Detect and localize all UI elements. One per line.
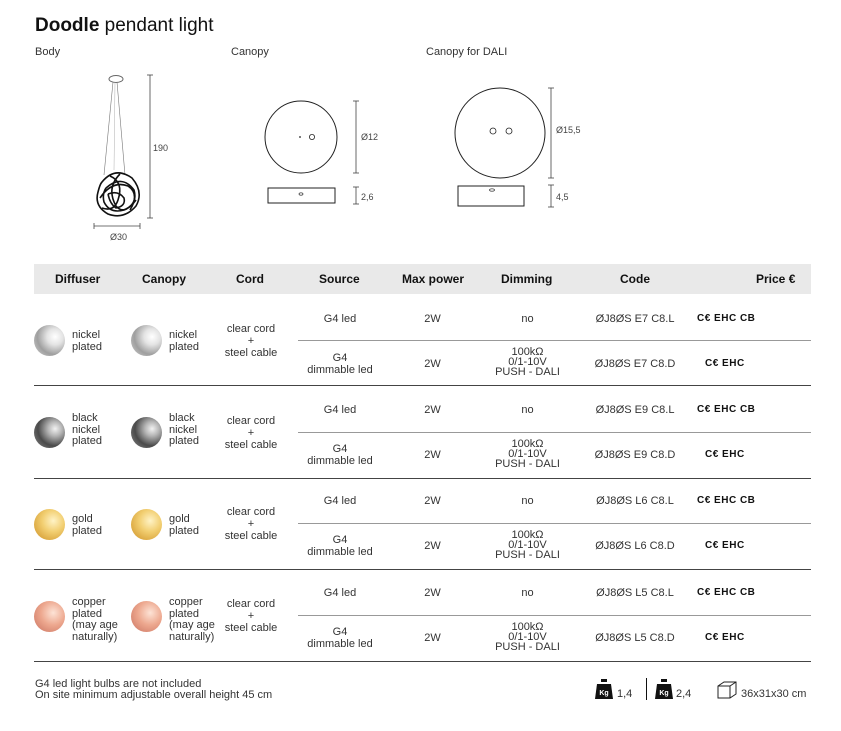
canopy-diameter-dimension: Ø12	[361, 132, 379, 142]
page-title	[35, 15, 214, 37]
header-dimming: Dimming	[501, 272, 553, 286]
max-power: 2W	[424, 313, 441, 325]
canopy-finish: copper plated (may age naturally)	[169, 596, 215, 643]
body-diameter-dimension: Ø30	[110, 232, 128, 242]
product-code: ØJ8ØS L6 C8.D	[595, 540, 675, 552]
product-type: pendant light	[104, 15, 214, 36]
source: G4 dimmable led	[307, 626, 373, 650]
diffuser-finish: black nickel plated	[72, 412, 102, 447]
product-code: ØJ8ØS E9 C8.D	[594, 449, 676, 461]
max-power: 2W	[424, 632, 441, 644]
weight-divider	[646, 678, 647, 700]
gross-weight-value: 2,4	[676, 688, 692, 700]
source: G4 led	[323, 313, 357, 325]
max-power: 2W	[424, 358, 441, 370]
header-diffuser: Diffuser	[55, 272, 101, 286]
header-code: Code	[620, 272, 650, 286]
cord-description: clear cord + steel cable	[224, 415, 278, 451]
package-size: 36x31x30 cm	[741, 688, 807, 700]
product-code: ØJ8ØS E7 C8.D	[594, 358, 676, 370]
row-divider	[298, 615, 811, 616]
certification-marks: C€ EHC	[705, 449, 745, 460]
product-code: ØJ8ØS E7 C8.L	[595, 313, 675, 325]
drawing-label-body: Body	[35, 46, 61, 58]
group-divider	[34, 478, 811, 479]
source: G4 led	[323, 495, 357, 507]
row-divider	[298, 340, 811, 341]
max-power: 2W	[424, 449, 441, 461]
source: G4 led	[323, 404, 357, 416]
note-bulbs-not-included: G4 led light bulbs are not included	[35, 678, 202, 690]
net-weight-value: 1,4	[617, 688, 633, 700]
net-weight-icon	[595, 678, 613, 700]
certification-marks: C€ EHC CB	[697, 404, 756, 415]
note-minimum-height: On site minimum adjustable overall height 45 cm	[35, 689, 273, 701]
drawing-label-canopy-dali: Canopy for DALI	[426, 46, 508, 58]
canopy-finish: black nickel plated	[169, 412, 199, 447]
certification-marks: C€ EHC	[705, 540, 745, 551]
max-power: 2W	[424, 587, 441, 599]
diffuser-finish: gold plated	[72, 513, 102, 537]
canopy-dali-height-dimension: 4,5	[556, 192, 569, 202]
canopy-finish: gold plated	[169, 513, 199, 537]
diffuser-finish: nickel plated	[72, 329, 102, 353]
canopy-swatch-gold	[131, 509, 162, 540]
group-divider	[34, 661, 811, 662]
source: G4 dimmable led	[307, 534, 373, 558]
certification-marks: C€ EHC	[705, 632, 745, 643]
header-source: Source	[319, 272, 360, 286]
certification-marks: C€ EHC CB	[697, 587, 756, 598]
dimming: 100kΩ 0/1-10V PUSH - DALI	[495, 529, 560, 561]
dimming: 100kΩ 0/1-10V PUSH - DALI	[495, 346, 560, 378]
product-code: ØJ8ØS L5 C8.L	[596, 587, 674, 599]
source: G4 dimmable led	[307, 352, 373, 376]
max-power: 2W	[424, 540, 441, 552]
dimming: 100kΩ 0/1-10V PUSH - DALI	[495, 621, 560, 653]
dimming: no	[521, 404, 534, 416]
cord-description: clear cord + steel cable	[224, 506, 278, 542]
product-code: ØJ8ØS L6 C8.L	[596, 495, 674, 507]
canopy-dali-diameter-dimension: Ø15,5	[556, 125, 581, 135]
certification-marks: C€ EHC CB	[697, 495, 756, 506]
drawing-label-canopy: Canopy	[231, 46, 269, 58]
product-code: ØJ8ØS E9 C8.L	[595, 404, 675, 416]
source: G4 dimmable led	[307, 443, 373, 467]
canopy-swatch-copper	[131, 601, 162, 632]
canopy-swatch-black-nickel	[131, 417, 162, 448]
canopy-finish: nickel plated	[169, 329, 199, 353]
group-divider	[34, 569, 811, 570]
canopy-dali-drawing	[450, 85, 560, 210]
canopy-drawing	[262, 98, 362, 208]
body-height-dimension: 190	[153, 143, 169, 153]
header-price: Price €	[756, 272, 796, 286]
dimming: no	[521, 495, 534, 507]
certification-marks: C€ EHC CB	[697, 313, 756, 324]
certification-marks: C€ EHC	[705, 358, 745, 369]
diffuser-swatch-nickel	[34, 325, 65, 356]
package-box-icon	[716, 680, 738, 700]
canopy-height-dimension: 2,6	[361, 192, 374, 202]
row-divider	[298, 523, 811, 524]
source: G4 led	[323, 587, 357, 599]
diffuser-finish: copper plated (may age naturally)	[72, 596, 118, 643]
max-power: 2W	[424, 404, 441, 416]
dimming: no	[521, 313, 534, 325]
cord-description: clear cord + steel cable	[224, 323, 278, 359]
row-divider	[298, 432, 811, 433]
product-code: ØJ8ØS L5 C8.D	[595, 632, 675, 644]
dimming: 100kΩ 0/1-10V PUSH - DALI	[495, 438, 560, 470]
group-divider	[34, 385, 811, 386]
header-max-power: Max power	[402, 272, 465, 286]
header-canopy: Canopy	[142, 272, 187, 286]
header-cord: Cord	[236, 272, 264, 286]
cord-description: clear cord + steel cable	[224, 598, 278, 634]
diffuser-swatch-black-nickel	[34, 417, 65, 448]
svg-text:Kg: Kg	[599, 690, 609, 697]
diffuser-swatch-copper	[34, 601, 65, 632]
max-power: 2W	[424, 495, 441, 507]
dimming: no	[521, 587, 534, 599]
gross-weight-icon	[655, 678, 673, 700]
svg-text:Kg: Kg	[659, 690, 669, 697]
diffuser-swatch-gold	[34, 509, 65, 540]
product-name: Doodle	[35, 15, 100, 36]
canopy-swatch-nickel	[131, 325, 162, 356]
